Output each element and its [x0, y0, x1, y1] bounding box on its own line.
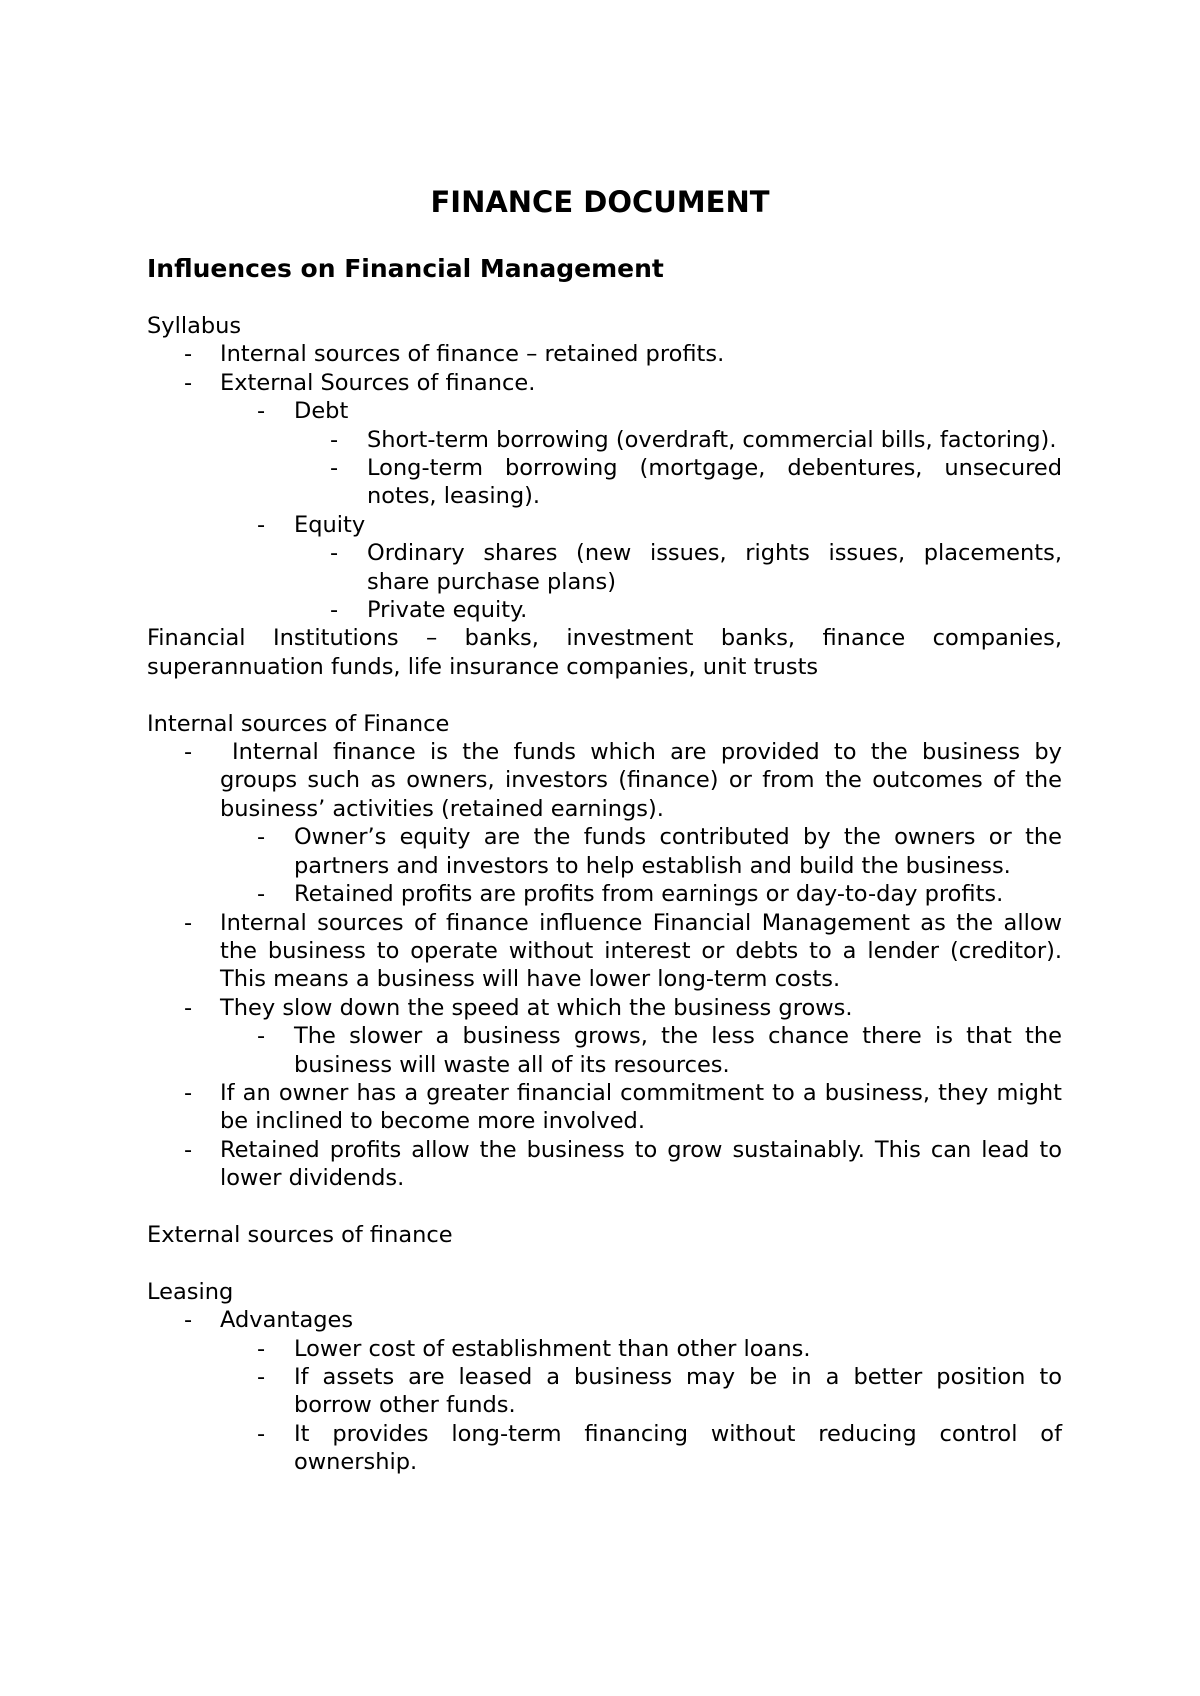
- list-item-text: Internal finance is the funds which are provided to the business by groups such as owners, investors (finance) or from the outcomes of the business’ activities (retained earnings).: [220, 739, 1062, 822]
- list-item: - Long-term borrowing (mortgage, debentures, unsecured notes, leasing).: [147, 454, 1062, 511]
- external-label: External sources of finance: [147, 1221, 453, 1248]
- list-item: - They slow down the speed at which the business grows.: [147, 994, 1062, 1022]
- list-item: - External Sources of finance.: [147, 369, 1062, 397]
- list-item: - Retained profits are profits from earnings or day-to-day profits.: [147, 880, 1062, 908]
- list-item: - If assets are leased a business may be in a better position to borrow other funds.: [147, 1363, 1062, 1420]
- list-item: - Debt: [147, 397, 1062, 425]
- leasing-label: Leasing: [147, 1278, 234, 1305]
- list-item: - Owner’s equity are the funds contributed by the owners or the partners and investors to help establish and build the business.: [147, 823, 1062, 880]
- list-item: - Internal sources of finance – retained profits.: [147, 340, 1062, 368]
- institutions-paragraph: Financial Institutions – banks, investment banks, finance companies, superannuation funds, life insurance companies, unit trusts: [147, 625, 1062, 680]
- spacer: [147, 1193, 1062, 1221]
- list-item: [147, 738, 1062, 823]
- section-heading: Influences on Financial Management: [147, 254, 664, 283]
- internal-label: Internal sources of Finance: [147, 710, 450, 737]
- list-item: - Private equity.: [147, 596, 1062, 624]
- list-item: - Equity: [147, 511, 1062, 539]
- list-item: - Ordinary shares (new issues, rights issues, placements, share purchase plans): [147, 539, 1062, 596]
- list-item: - Advantages: [147, 1306, 1062, 1334]
- internal-list: [147, 738, 1062, 1193]
- list-item: - Retained profits allow the business to grow sustainably. This can lead to lower dividends.: [147, 1136, 1062, 1193]
- list-item: - If an owner has a greater financial commitment to a business, they might be inclined to become more involved.: [147, 1079, 1062, 1136]
- list-item: - Short-term borrowing (overdraft, commercial bills, factoring).: [147, 426, 1062, 454]
- list-item: - It provides long-term financing without reducing control of ownership.: [147, 1420, 1062, 1477]
- list-item: - The slower a business grows, the less chance there is that the business will waste all of its resources.: [147, 1022, 1062, 1079]
- syllabus-list: [147, 340, 1062, 624]
- document-title: FINANCE DOCUMENT: [430, 185, 770, 219]
- document-body: [147, 254, 1062, 1477]
- leasing-list: [147, 1306, 1062, 1476]
- spacer: [147, 1249, 1062, 1277]
- syllabus-label: Syllabus: [147, 313, 242, 339]
- list-item: - Internal sources of finance influence Financial Management as the allow the business to operate without interest or debts to a lender (creditor). This means a business will have lower long-term costs.: [147, 909, 1062, 994]
- spacer: [147, 681, 1062, 709]
- list-item: - Lower cost of establishment than other loans.: [147, 1335, 1062, 1363]
